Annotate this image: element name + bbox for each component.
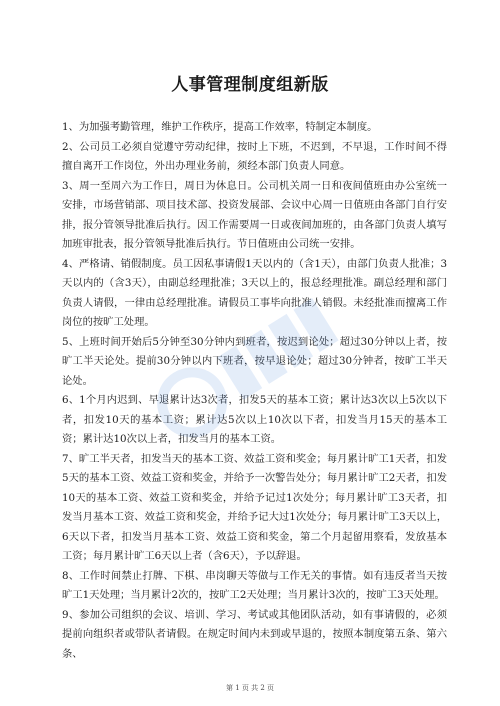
- paragraph-2: 2、公司员工必须自觉遵守劳动纪律，按时上下班，不迟到，不早退，工作时间不得擅自离开工作岗位，外出办理业务前，须经本部门负责人同意。: [62, 140, 447, 172]
- paragraph-7: 7、旷工半天者，扣发当天的基本工资、效益工资和奖金；每月累计旷工1天者，扣发5天的基本工资、效益工资和奖金，并给予一次警告处分；每月累计旷工2天者，扣发10天的基本工资、效益工资和奖金，并给予记过1次处分；每月累计旷工3天者，扣发当月基本工资、效益工资和奖金，并给予记大过1次处分；每月累计旷工3天以上，6天以下者，扣发当月基本工资、效益工资和奖金，第二个月起留用察看，发放基本工资；每月累计旷工6天以上者（含6天），予以辞退。: [62, 452, 447, 562]
- paragraph-8: 8、工作时间禁止打牌、下棋、串岗聊天等做与工作无关的事情。如有违反者当天按旷工1天处理；当月累计2次的，按旷工2天处理；当月累计3次的，按旷工3天处理。: [62, 569, 447, 601]
- paragraph-1: 1、为加强考勤管理，维护工作秩序，提高工作效率，特制定本制度。: [62, 121, 378, 133]
- paragraph-6: 6、1个月内迟到、早退累计达3次者，扣发5天的基本工资；累计达3次以上5次以下者，扣发10天的基本工资；累计达5次以上10次以下者，扣发当月15天的基本工资；累计达10次以上者，扣发当月的基本工资。: [62, 394, 447, 445]
- paragraph-4: 4、严格请、销假制度。员工因私事请假1天以内的（含1天），由部门负责人批准；3天以内的（含3天），由副总经理批准；3天以上的，报总经理批准。副总经理和部门负责人请假，一律由总经理批准。请假员工事毕向批准人销假。未经批准而擅离工作岗位的按旷工处理。: [62, 257, 447, 328]
- page-footer: 第 1 页 共 2 页: [225, 684, 275, 692]
- paragraph-5: 5、上班时间开始后5分钟至30分钟内到班者，按迟到论处；超过30分钟以上者，按旷工半天论处。提前30分钟以内下班者，按早退论处；超过30分钟者，按旷工半天论处。: [62, 335, 447, 387]
- document-title: 人事管理制度组新版: [171, 75, 329, 95]
- paragraph-3: 3、周一至周六为工作日，周日为休息日。公司机关周一日和夜间值班由办公室统一安排，市场营销部、项目技术部、投资发展部、会议中心周一日值班由各部门自行安排，报分管领导批准后执行。因工作需要周一日或夜间加班的，由各部门负责人填写加班审批表，报分管领导批准后执行。节日值班由公司统一安排。: [62, 179, 447, 250]
- document-body: [62, 118, 447, 664]
- paragraph-9: 9、参加公司组织的会议、培训、学习、考试或其他团队活动，如有事请假的，必须提前向组织者或带队者请假。在规定时间内未到或早退的，按照本制度第五条、第六条、: [62, 608, 447, 660]
